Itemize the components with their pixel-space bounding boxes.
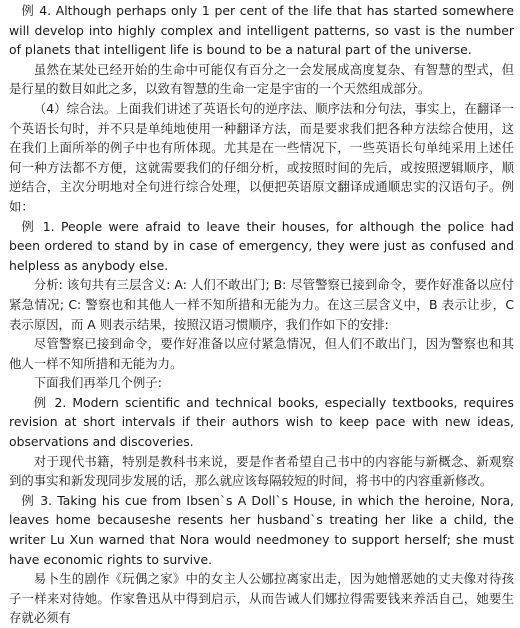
paragraph-example-1-translation: 尽管警察已接到命令，要作好准备以应付紧急情况，但人们不敢出门，因为警察也和其他人一样不知所措和无能为力。 [9,336,514,371]
paragraph-analysis: 分析: 该句共有三层含义: A: 人们不敢出门; B: 尽管警察已接到命令，要作好准备以应付紧急情况; C: 警察也和其他人一样不知所措和无能为力。在这三层含义中，B 表示让步，C 表示原因，而 A 则表示结果，按照汉语习惯顺序，我们作如下的安排: [9,277,514,332]
paragraph-example-3-translation: 易卜生的剧作《玩偶之家》中的女主人公娜拉离家出走，因为她憎恶她的丈夫像对待孩子一样来对待她。作家鲁迅从中得到启示，从而告诫人们娜拉得需要钱来养活自己，她要生存就必须有 [9,571,514,626]
paragraph-example-4-english: 例 4. Although perhaps only 1 per cent of the life that has started somewhere will develop into highly complex and intelligent patterns, so vast is the number of planets that intelligent life is bound to be a natural part of the universe. [9,3,514,58]
paragraph-more-examples: 下面我们再举几个例子: [33,375,162,391]
paragraph-example-2-english: 例 2. Modern scientific and technical books, especially textbooks, requires revision at short intervals if their authors wish to keep pace with new ideas, observations and discoveries. [9,394,514,450]
paragraph-example-1-english: 例 1. People were afraid to leave their houses, for although the police had been ordered to stand by in case of emergency, they were just as confused and helpless as anybody else. [9,218,514,273]
paragraph-example-2-translation: 对于现代书籍，特别是教科书来说，要是作者希望自己书中的内容能与新概念、新观察到的事实和新发现同步发展的话，那么就应该每隔较短的时间，将书中的内容重新修改。 [9,453,514,489]
paragraph-example-4-translation: 虽然在某处已经开始的生命中可能仅有百分之一会发展成高度复杂、有智慧的型式，但是行星的数目如此之多，以致有智慧的生命一定是宇宙的一个天然组成部分。 [9,61,514,97]
paragraph-synthesis-method: （4）综合法。上面我们讲述了英语长句的逆序法、顺序法和分句法，事实上，在翻译一个英语长句时，并不只是单纯地使用一种翻译方法，而是要求我们把各种方法综合使用，这在我们上面所举的例子中也有所体现。尤其是在一些情况下，一些英语长句单纯采用上述任何一种方法都不方便，这就需要我们的仔细分析，或按照时间的先后，或按照逻辑顺序，顺逆结合，主次分明地对全句进行综合处理，以便把英语原文翻译成通顺忠实的汉语句子。例如： [9,100,514,214]
paragraph-example-3-english: 例 3. Taking his cue from Ibsen`s A Doll`s House, in which the heroine, Nora, leaves home becauseshe resents her husband`s treating her like a child, the writer Lu Xun warned that Nora would needmoney to support herself; she must have economic rights to survive. [9,492,514,567]
